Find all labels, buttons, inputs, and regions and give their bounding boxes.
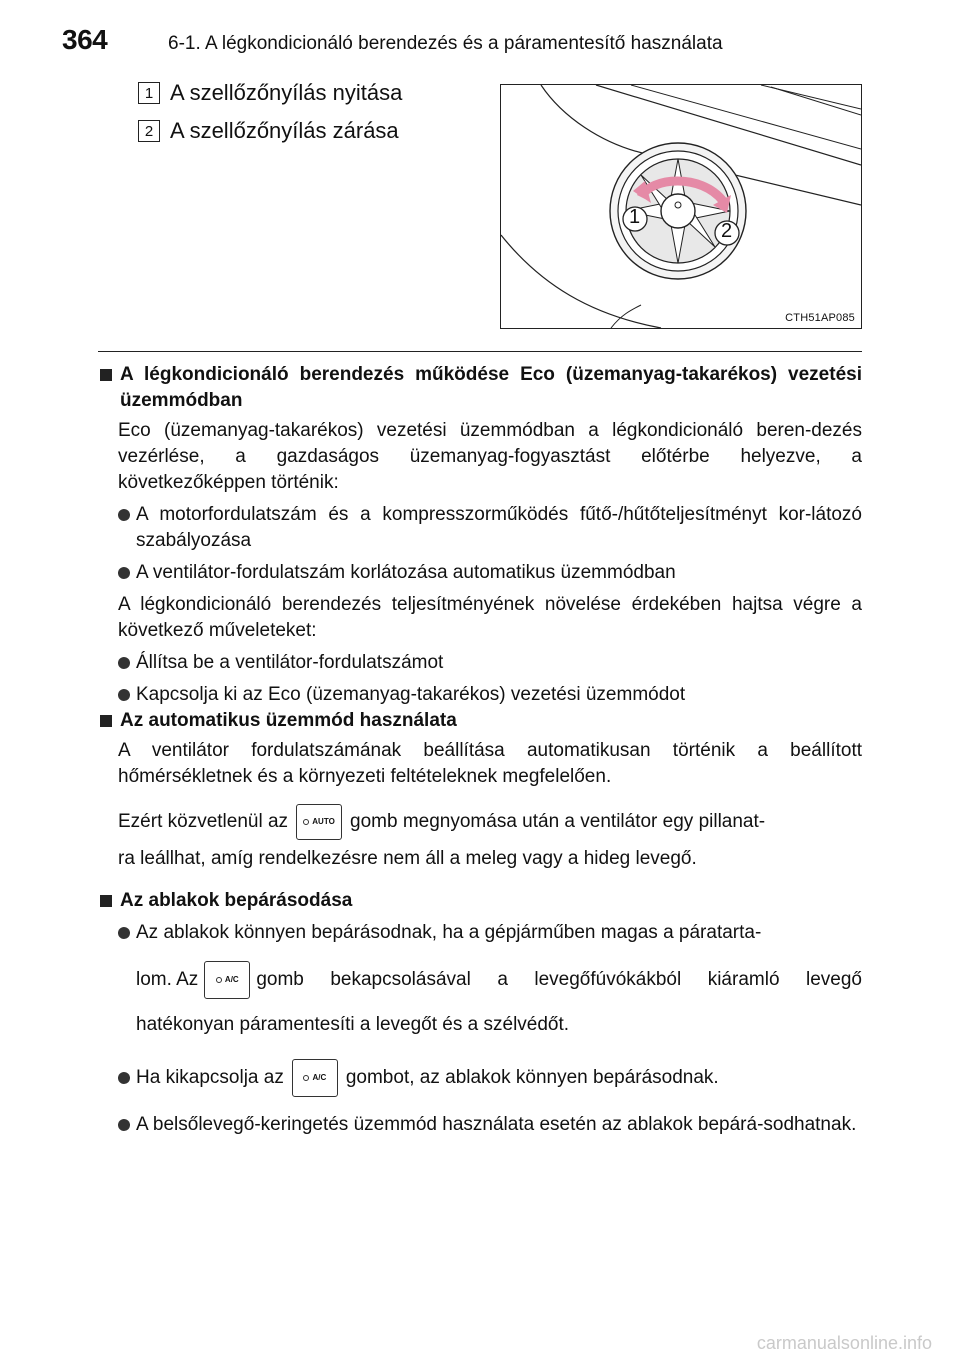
fog-bullet-1-after: gomb bekapcsolásával a levegőfúvókákból kiáramló levegő [256, 969, 862, 990]
ac-button-label: A/C [312, 1073, 327, 1082]
eco-bullet-4 [98, 682, 862, 708]
ac-button-icon [292, 1059, 338, 1097]
figure-code: CTH51AP085 [785, 312, 855, 324]
watermark: carmanualsonline.info [756, 1333, 932, 1353]
vent-illustration [500, 84, 862, 329]
round-bullet-icon [118, 1072, 130, 1084]
fog-bullet-2-before: Ha kikapcsolja az [136, 1067, 284, 1088]
round-bullet-icon [118, 657, 130, 669]
section-title: 6-1. A légkondicionáló berendezés és a páramentesítő használata [168, 33, 723, 54]
eco-bullet-2-text: A ventilátor-fordulatszám korlátozása automatikus üzemmódban [136, 562, 676, 583]
square-bullet-icon [100, 369, 112, 381]
eco-bullet-3-text: Állítsa be a ventilátor-fordulatszámot [136, 652, 444, 673]
label-2-text: 2 [721, 220, 733, 242]
square-bullet-icon [100, 715, 112, 727]
fog-bullet-1-line-3: hatékonyan páramentesíti a levegőt és a szélvédőt. [136, 1014, 570, 1035]
fog-bullet-1 [98, 920, 862, 1038]
eco-bullet-3 [98, 650, 862, 676]
fog-heading [98, 888, 862, 914]
page-number: 364 [62, 24, 108, 55]
auto-button-icon [296, 804, 342, 840]
callout-text: A szellőzőnyílás zárása [170, 118, 399, 143]
auto-heading-text: Az automatikus üzemmód használata [120, 710, 457, 731]
fog-bullet-1-text [136, 920, 862, 1038]
round-bullet-icon [118, 567, 130, 579]
eco-bullet-2 [98, 560, 862, 586]
callout-open [138, 80, 402, 106]
auto-para-2-before: Ezért közvetlenül az [118, 811, 289, 833]
label-1-text: 1 [629, 206, 641, 228]
fog-bullet-2-after: gombot, az ablakok könnyen bepárásodnak. [345, 1067, 719, 1088]
auto-para-2-line-2: ra leállhat, amíg rendelkezésre nem áll a meleg vagy a hideg levegő. [118, 848, 697, 869]
indicator-led-icon [303, 819, 309, 825]
callout-number-box: 2 [138, 120, 160, 142]
fog-section [98, 888, 862, 1138]
auto-para-1: A ventilátor fordulatszámának beállítása automatikusan történik a beállított hőmérsékletnek és a környezeti feltételeknek megfelelően. [118, 740, 862, 787]
fog-bullet-1-before: lom. Az [136, 969, 199, 990]
eco-bullet-4-text: Kapcsolja ki az Eco (üzemanyag-takarékos) vezetési üzemmódot [136, 684, 686, 705]
section-divider [98, 351, 862, 352]
fog-bullet-2 [98, 1058, 862, 1098]
auto-para-2 [98, 804, 862, 840]
indicator-led-icon [303, 1075, 309, 1081]
round-bullet-icon [118, 927, 130, 939]
callout-close [138, 118, 399, 144]
ac-button-label: A/C [224, 975, 239, 984]
eco-bullet-1-text: A motorfordulatszám és a kompresszorműködés fűtő-/hűtőteljesítményt kor-látozó szabályozása [136, 504, 862, 551]
fog-bullet-1-line-1: Az ablakok könnyen bepárásodnak, ha a gépjárműben magas a páratarta- [136, 922, 762, 943]
eco-heading [98, 362, 862, 414]
auto-button-label: AUTO [312, 817, 335, 826]
round-bullet-icon [118, 509, 130, 521]
eco-intro: Eco (üzemanyag-takarékos) vezetési üzemmódban a légkondicionáló beren-dezés vezérlése, a gazdaságos üzemanyag-fogyasztást előtérbe helyezve, a következőképpen történik: [118, 420, 862, 493]
fog-bullet-3 [98, 1112, 862, 1138]
fog-bullet-2-text [136, 1058, 862, 1098]
eco-middle: A légkondicionáló berendezés teljesítményének növelése érdekében hajtsa végre a következő műveleteket: [118, 594, 862, 641]
callout-number-box: 1 [138, 82, 160, 104]
square-bullet-icon [100, 895, 112, 907]
fog-heading-text: Az ablakok bepárásodása [120, 890, 353, 911]
auto-section [98, 708, 862, 872]
indicator-led-icon [216, 977, 222, 983]
fog-bullet-1-line-2 [136, 960, 862, 1000]
eco-section [98, 362, 862, 708]
round-bullet-icon [118, 1119, 130, 1131]
ac-button-icon [204, 961, 250, 999]
auto-heading [98, 708, 862, 734]
callout-text: A szellőzőnyílás nyitása [170, 80, 403, 105]
round-bullet-icon [118, 689, 130, 701]
auto-para-2-after: gomb megnyomása után a ventilátor egy pillanat- [350, 811, 766, 833]
eco-bullet-1 [98, 502, 862, 554]
eco-heading-text: A légkondicionáló berendezés működése Eco (üzemanyag-takarékos) vezetési üzemmódban [120, 364, 862, 411]
fog-bullet-3-text: A belsőlevegő-keringetés üzemmód használata esetén az ablakok bepárá-sodhatnak. [136, 1114, 857, 1135]
